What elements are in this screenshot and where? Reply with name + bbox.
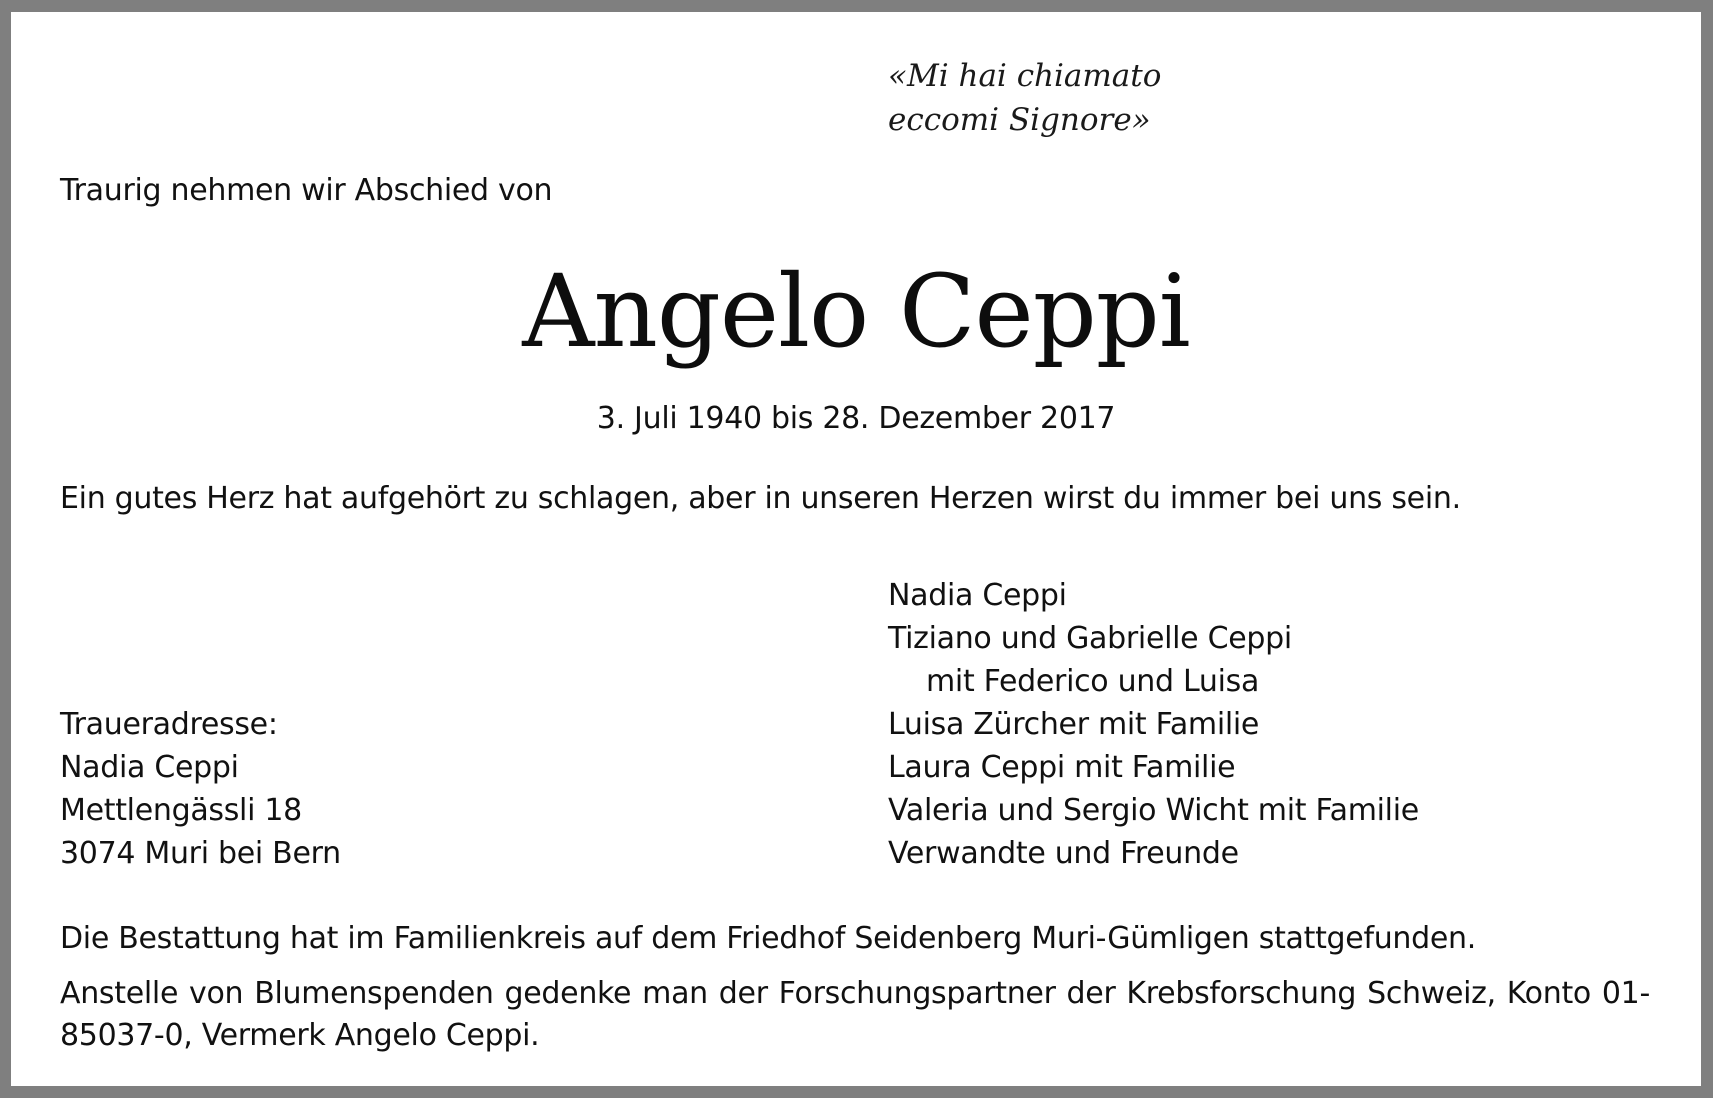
mourner-line: Verwandte und Freunde: [888, 836, 1239, 871]
quote-line: eccomi Signore»: [888, 102, 1151, 138]
mourners-list: [888, 574, 1419, 875]
mourner-line: mit Federico und Luisa: [926, 664, 1260, 699]
mourner-line: Laura Ceppi mit Familie: [888, 750, 1236, 785]
funeral-text: Die Bestattung hat im Familienkreis auf dem Friedhof Seidenberg Muri-Gümligen stattgefunden.: [60, 921, 1476, 956]
quote: [888, 54, 1161, 142]
mourner-line: Nadia Ceppi: [888, 578, 1067, 613]
deceased-name: Angelo Ceppi: [522, 253, 1190, 370]
motto-text: Ein gutes Herz hat aufgehört zu schlagen, aber in unseren Herzen wirst du immer bei uns sein.: [60, 481, 1461, 516]
address-name: Nadia Ceppi: [60, 750, 239, 785]
address-city: 3074 Muri bei Bern: [60, 836, 341, 871]
intro-text: Traurig nehmen wir Abschied von: [60, 173, 553, 208]
donation-text: Anstelle von Blumenspenden gedenke man der Forschungspartner der Krebsforschung Schweiz, Konto 01-85037-0, Vermerk Angelo Ceppi.: [60, 976, 1650, 1053]
address-street: Mettlengässli 18: [60, 793, 302, 828]
life-dates: 3. Juli 1940 bis 28. Dezember 2017: [596, 401, 1116, 436]
mourning-address: [60, 703, 341, 875]
quote-line: «Mi hai chiamato: [888, 58, 1162, 94]
mourner-line: Tiziano und Gabrielle Ceppi: [888, 621, 1292, 656]
obituary-notice: [11, 12, 1701, 1086]
mourner-line: Valeria und Sergio Wicht mit Familie: [888, 793, 1419, 828]
mourner-line: Luisa Zürcher mit Familie: [888, 707, 1260, 742]
address-label: Traueradresse:: [60, 707, 278, 742]
